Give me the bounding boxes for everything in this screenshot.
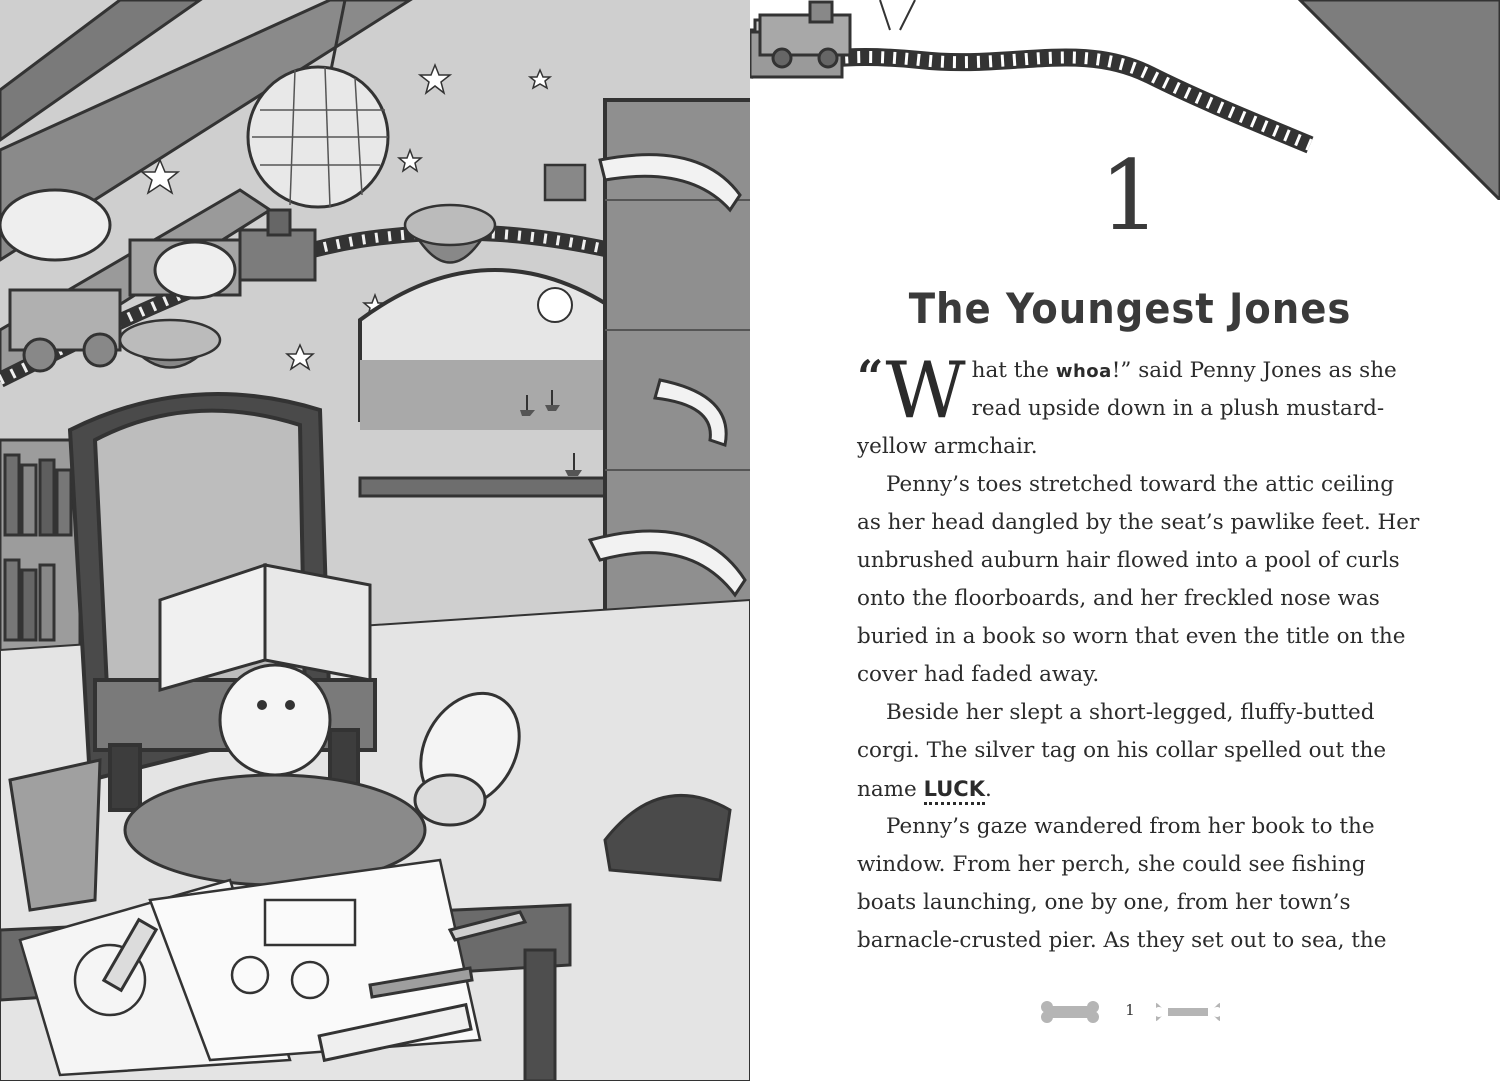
text-line: yellow armchair. <box>857 434 1038 459</box>
dog-name-tag: LUCK <box>924 777 985 805</box>
text-line: window. From her perch, she could see fishing <box>857 852 1366 877</box>
text-line: Beside her slept a short-legged, fluffy-butted <box>886 700 1375 725</box>
text-line: as her head dangled by the seat’s pawlike feet. Her <box>857 510 1420 535</box>
text-line: cover had faded away. <box>857 662 1100 687</box>
bone-icon <box>1040 1000 1100 1024</box>
text-span: !” said Penny Jones as she <box>1111 358 1397 383</box>
chapter-title: The Youngest Jones <box>908 284 1352 333</box>
text-span: hat the <box>971 358 1056 383</box>
text-page <box>750 0 1500 1081</box>
chapter-number: 1 <box>1099 140 1161 252</box>
roof-beam <box>1300 0 1500 200</box>
text-line: Penny’s toes stretched toward the attic ceiling <box>886 472 1395 497</box>
text-line <box>857 770 1397 808</box>
text-line: barnacle-crusted pier. As they set out to sea, the <box>857 928 1387 953</box>
text-span: . <box>985 777 992 802</box>
text-line: Penny’s gaze wandered from her book to the <box>886 814 1375 839</box>
drop-cap-letter: W <box>885 346 966 436</box>
girl-head <box>220 665 330 775</box>
chapter-body <box>857 346 1420 960</box>
text-line: buried in a book so worn that even the title on the <box>857 624 1406 649</box>
opening-quote-mark: “ <box>857 350 884 404</box>
sound-effect-word: whoa <box>1055 361 1112 382</box>
text-line: corgi. The silver tag on his collar spelled out the <box>857 738 1387 763</box>
text-line: unbrushed auburn hair flowed into a pool of curls <box>857 548 1400 573</box>
page-number: 1 <box>1125 1001 1135 1019</box>
text-line: boats launching, one by one, from her town’s <box>857 890 1351 915</box>
paragraph-1-opening <box>857 346 1397 436</box>
text-span: name <box>857 777 924 802</box>
text-line: read upside down in a plush mustard- <box>971 396 1385 421</box>
text-line: onto the floorboards, and her freckled nose was <box>857 586 1380 611</box>
wrench-icon <box>1156 1000 1220 1024</box>
page-footer <box>1040 998 1220 1028</box>
